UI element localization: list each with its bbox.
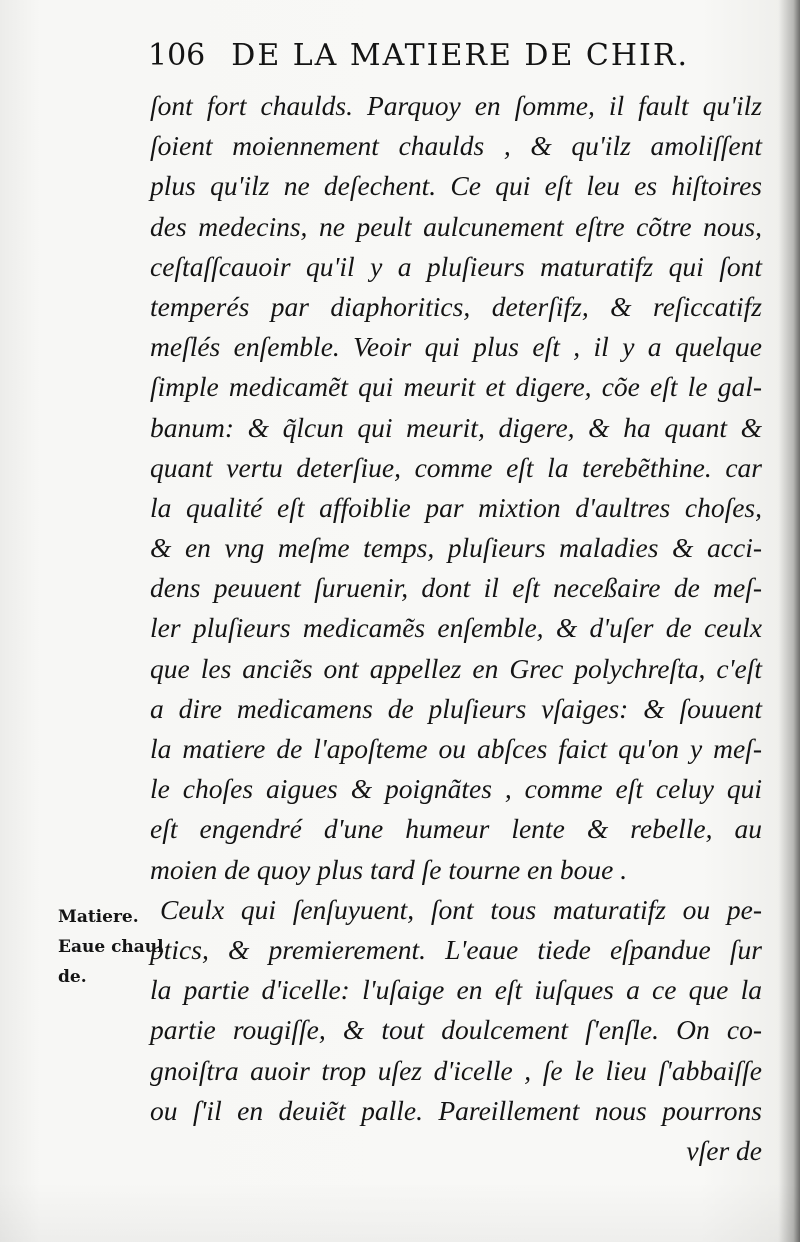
margin-notes — [58, 902, 164, 992]
text-line: plus qu'ilz ne deſechent. Ce qui eſt leu es hiſtoires — [150, 170, 762, 202]
text-line: ceſtaſſcauoir qu'il y a pluſieurs maturatifz qui ſont — [150, 250, 762, 282]
page-bottom-shade — [0, 1182, 800, 1242]
page-number: 106 — [148, 38, 206, 73]
running-title: DE LA MATIERE DE CHIR. — [231, 38, 689, 73]
text-line: ler pluſieurs medicamẽs enſemble, & d'uſer de ceulx — [150, 612, 762, 644]
text-line: ſimple medicamẽt qui meurit et digere, cõe eſt le gal- — [150, 371, 762, 403]
text-line: Ceulx qui ſenſuyuent, ſont tous maturatifz ou pe- — [160, 893, 762, 925]
text-line: temperés par diaphoritics, deterſifz, & reſiccatifz — [150, 290, 762, 322]
text-line: eſt engendré d'une humeur lente & rebelle, au — [150, 813, 762, 845]
text-line: banum: & q̃lcun qui meurit, digere, & ha quant & — [150, 411, 762, 443]
text-line: ou ſ'il en deuiẽt palle. Pareillement nous pourrons — [150, 1094, 762, 1126]
text-line: meſlés enſemble. Veoir qui plus eſt , il y a quelque — [150, 331, 762, 363]
text-line: ſoient moiennement chaulds , & qu'ilz amoliſſent — [150, 130, 762, 162]
text-line: la matiere de l'apoſteme ou abſces faict qu'on y meſ- — [150, 733, 762, 764]
text-line: a dire medicamens de pluſieurs vſaiges: & ſouuent — [150, 692, 762, 724]
text-line: le choſes aigues & poignãtes , comme eſt celuy qui — [150, 773, 762, 805]
text-line: des medecins, ne peult aulcunement eſtre cõtre nous, — [150, 210, 762, 242]
body-text — [150, 86, 762, 1171]
text-line: la partie d'icelle: l'uſaige en eſt iuſques a ce que la — [150, 974, 762, 1006]
margin-note: Matiere. — [58, 907, 139, 927]
page-edge-shadow — [778, 0, 800, 1242]
page-header — [148, 38, 758, 78]
catchword: vſer de — [686, 1134, 762, 1166]
text-line: la qualité eſt affoiblie par mixtion d'aultres choſes, — [150, 491, 762, 523]
text-line: ſont fort chaulds. Parquoy en ſomme, il fault qu'ilz — [150, 90, 762, 121]
text-line: moien de quoy plus tard ſe tourne en boue . — [150, 853, 628, 885]
margin-note: de. — [58, 967, 87, 987]
text-line: & en vng meſme temps, pluſieurs maladies & acci- — [150, 532, 762, 564]
text-line: que les anciẽs ont appellez en Grec polychreſta, c'eſt — [150, 652, 762, 684]
margin-note: Eaue chaul — [58, 937, 164, 957]
text-line: quant vertu deterſiue, comme eſt la terebẽthine. car — [150, 451, 762, 483]
text-line: dens peuuent ſuruenir, dont il eſt neceßaire de meſ- — [150, 572, 762, 604]
text-line: partie rougiſſe, & tout doulcement ſ'enſle. On co- — [150, 1014, 762, 1046]
text-line: ptics, & premierement. L'eaue tiede eſpandue ſur — [150, 933, 762, 965]
text-line: gnoiſtra auoir trop uſez d'icelle , ſe le lieu ſ'abbaiſſe — [150, 1054, 762, 1086]
